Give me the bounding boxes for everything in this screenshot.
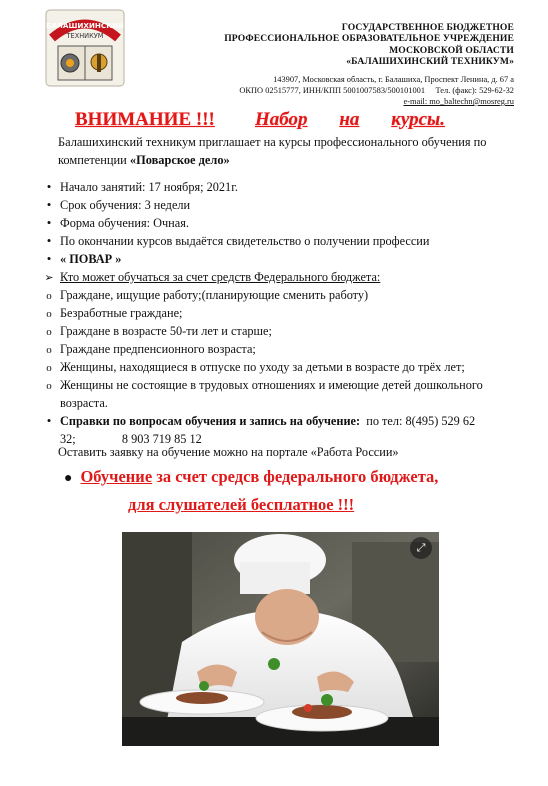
attention-heading: ВНИМАНИЕ !!! <box>75 109 215 130</box>
promo-line-2: для слушателей бесплатное !!! <box>128 495 355 514</box>
bullet-icon <box>42 250 56 268</box>
heading-word: на <box>339 109 360 130</box>
list-item <box>40 304 520 322</box>
circle-bullet-icon <box>42 286 56 305</box>
list-item <box>40 232 520 250</box>
circle-bullet-icon <box>42 304 56 323</box>
eligibility-text: Женщины, находящиеся в отпуске по уходу за детьми в возрасте до трёх лет; <box>60 360 465 374</box>
profession-name: « ПОВАР » <box>60 252 122 266</box>
competence-name: «Поварское дело» <box>129 153 230 167</box>
list-item <box>40 178 520 196</box>
chef-photo <box>122 532 439 746</box>
svg-text:ТЕХНИКУМ: ТЕХНИКУМ <box>66 32 104 40</box>
address-block <box>134 74 514 107</box>
eligibility-text: Безработные граждане; <box>60 306 183 320</box>
detail-text: По окончании курсов выдаётся свидетельство о получении профессии <box>60 234 430 248</box>
course-details-list <box>40 178 520 448</box>
list-item <box>40 250 520 268</box>
bullet-icon: ● <box>64 471 73 486</box>
promo-line-1 <box>64 465 438 491</box>
org-ids: ОКПО 02515777, ИНН/КПП 5001007583/500101001 <box>239 86 426 95</box>
intro-text: Балашихинский техникум приглашает на курсы профессионального обучения по компетенции <box>58 135 487 167</box>
detail-text: Форма обучения: Очная. <box>60 216 189 230</box>
detail-text: Начало занятий: 17 ноября; 2021г. <box>60 180 238 194</box>
eligibility-text: Граждане предпенсионного возраста; <box>60 342 256 356</box>
enrollment-heading <box>255 109 445 131</box>
circle-bullet-icon <box>42 322 56 341</box>
bullet-icon <box>42 178 56 196</box>
bullet-icon <box>42 232 56 250</box>
technikum-logo <box>44 8 126 88</box>
eligibility-heading: Кто может обучаться за счет средств Федерального бюджета: <box>60 270 381 284</box>
phone-fax: Тел. (факс): 529-62-32 <box>435 86 514 95</box>
email-link[interactable]: e-mail: mo_baltechn@mosreg.ru <box>403 97 514 106</box>
list-item <box>40 286 520 304</box>
promo-text: за счет средсв федерального бюджета, <box>152 467 439 486</box>
bullet-icon <box>42 412 56 430</box>
contacts-mobile: 8 903 719 85 12 <box>121 432 202 446</box>
organization-header <box>154 22 514 67</box>
detail-text: Срок обучения: 3 недели <box>60 198 191 212</box>
list-item <box>40 214 520 232</box>
contacts-phone: по тел: 8(495) 529 62 <box>366 414 476 428</box>
arrow-bullet-icon <box>42 268 56 287</box>
heading-word: курсы. <box>391 109 445 130</box>
contacts-item <box>40 412 520 448</box>
requisites-row <box>134 85 514 96</box>
circle-bullet-icon <box>42 340 56 359</box>
flyer-title <box>0 109 548 131</box>
org-line: МОСКОВСКОЙ ОБЛАСТИ <box>389 44 514 56</box>
eligibility-text: Женщины не состоящие в трудовых отношениях и имеющие детей дошкольного возраста. <box>60 378 483 410</box>
list-item <box>40 340 520 358</box>
expand-arrows-icon[interactable]: ⤢ <box>410 537 432 559</box>
heading-word: Набор <box>255 109 308 130</box>
org-line: «БАЛАШИХИНСКИЙ ТЕХНИКУМ» <box>346 55 514 67</box>
bullet-icon <box>42 196 56 214</box>
intro-paragraph <box>58 133 498 169</box>
org-line: ГОСУДАРСТВЕННОЕ БЮДЖЕТНОЕ <box>341 22 514 33</box>
portal-note: Оставить заявку на обучение можно на портале «Работа России» <box>58 445 399 459</box>
org-line: ПРОФЕССИОНАЛЬНОЕ ОБРАЗОВАТЕЛЬНОЕ УЧРЕЖДЕНИЕ <box>224 33 514 45</box>
contacts-label: Справки по вопросам обучения и запись на обучение: <box>60 414 361 428</box>
eligibility-text: Граждане в возрасте 50-ти лет и старше; <box>60 324 272 338</box>
list-item <box>40 322 520 340</box>
svg-text:БАЛАШИХИНСКИЙ: БАЛАШИХИНСКИЙ <box>45 21 125 30</box>
eligibility-text: Граждане, ищущие работу;(планирующие сменить работу) <box>60 288 369 302</box>
eligibility-heading-item <box>40 268 520 286</box>
contacts-phone-cont: 32; <box>60 432 76 446</box>
list-item <box>40 376 520 412</box>
list-item <box>40 358 520 376</box>
list-item <box>40 196 520 214</box>
bullet-icon <box>42 214 56 232</box>
circle-bullet-icon <box>42 376 56 395</box>
postal-address: 143907, Московская область, г. Балашиха, Проспект Ленина, д. 67 а <box>273 75 514 84</box>
promo-word: Обучение <box>80 467 153 486</box>
circle-bullet-icon <box>42 358 56 377</box>
